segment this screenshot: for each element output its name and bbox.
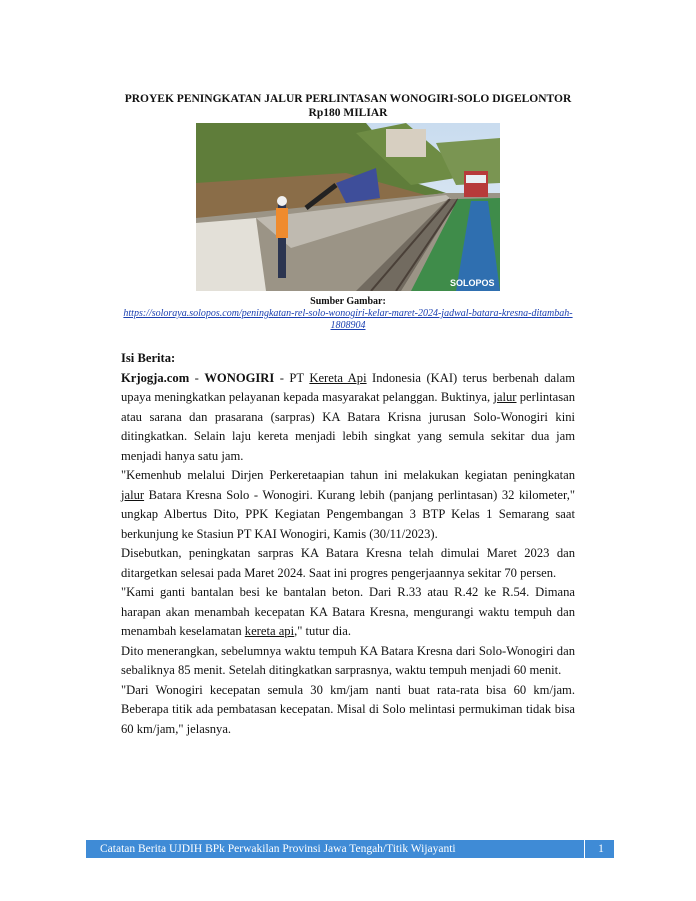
link-kereta-api[interactable]: Kereta Api — [309, 370, 367, 385]
footer-text: Catatan Berita UJDIH BPk Perwakilan Provinsi Jawa Tengah/Titik Wijayanti — [100, 843, 456, 855]
link-jalur[interactable]: jalur — [493, 390, 517, 404]
paragraph-4: "Kami ganti bantalan besi ke bantalan beton. Dari R.33 atau R.42 ke R.54. Dimana harapan akan menambah kecepatan KA Batara Kresna, mengurangi waktu tempuh dan menambah keselamatan kereta api," tutur dia. — [121, 585, 575, 638]
article-title: PROYEK PENINGKATAN JALUR PERLINTASAN WONOGIRI-SOLO DIGELONTOR Rp180 MILIAR — [124, 93, 572, 119]
link-kereta-api-2[interactable]: kereta api — [244, 624, 295, 638]
source-name: Krjogja.com — [121, 370, 190, 385]
paragraph-1: Krjogja.com - WONOGIRI - PT Kereta Api Indonesia (KAI) terus berbenah dalam upaya meningkatkan pelayanan kepada masyarakat pelanggan. Buktinya, jalur perlintasan atau sarana dan prasarana (sarpras) KA Batara Krisna jurusan Solo-Wonogiri kini ditingkatkan. Selain laju kereta menjadi lebih singkat yang semula sekitar dua jam menjadi hanya satu jam. — [121, 370, 576, 463]
source-link[interactable]: https://soloraya.solopos.com/peningkatan-rel-solo-wonogiri-kelar-maret-2024-jadwal-batara-kresna-ditambah-1808904 — [123, 308, 573, 331]
link-jalur-2[interactable]: jalur — [121, 487, 145, 502]
footer-divider — [584, 840, 585, 858]
article-heading: Isi Berita: — [121, 351, 176, 365]
page-footer — [86, 840, 614, 858]
paragraph-2: "Kemenhub melalui Dirjen Perkeretaapian tahun ini melakukan kegiatan peningkatan jalur Batara Kresna Solo - Wonogiri. Kurang lebih (panjang perlintasan) 32 kilometer," ungkap Albertus Dito, PPK Kegiatan Pengembangan 3 BTP Kelas 1 Semarang saat berkunjung ke Stasiun PT KAI Wonogiri, Kamis (30/11/2023). — [121, 468, 575, 541]
page-number: 1 — [598, 843, 604, 855]
photo-watermark: SOLOPOS — [450, 278, 495, 288]
paragraph-6: "Dari Wonogiri kecepatan semula 30 km/jam nanti buat rata-rata bisa 60 km/jam. Beberapa titik ada pembatasan kecepatan. Misal di Solo melintasi permukiman tidak bisa 60 km/jam," jelasnya. — [121, 682, 575, 736]
news-photo — [196, 123, 500, 291]
caption-label: Sumber Gambar: — [310, 296, 386, 307]
image-caption — [110, 296, 586, 332]
paragraph-5: Dito menerangkan, sebelumnya waktu tempuh KA Batara Kresna dari Solo-Wonogiri dan sebaliknya 85 menit. Setelah ditingkatkan sarprasnya, waktu tempuh menjadi 60 menit. — [121, 643, 575, 677]
article-body — [121, 349, 575, 739]
dateline: WONOGIRI — [204, 370, 275, 385]
paragraph-3: Disebutkan, peningkatan sarpras KA Batara Kresna telah dimulai Maret 2023 dan ditargetkan selesai pada Maret 2024. Saat ini progres pengerjaannya sekitar 70 persen. — [121, 546, 575, 580]
